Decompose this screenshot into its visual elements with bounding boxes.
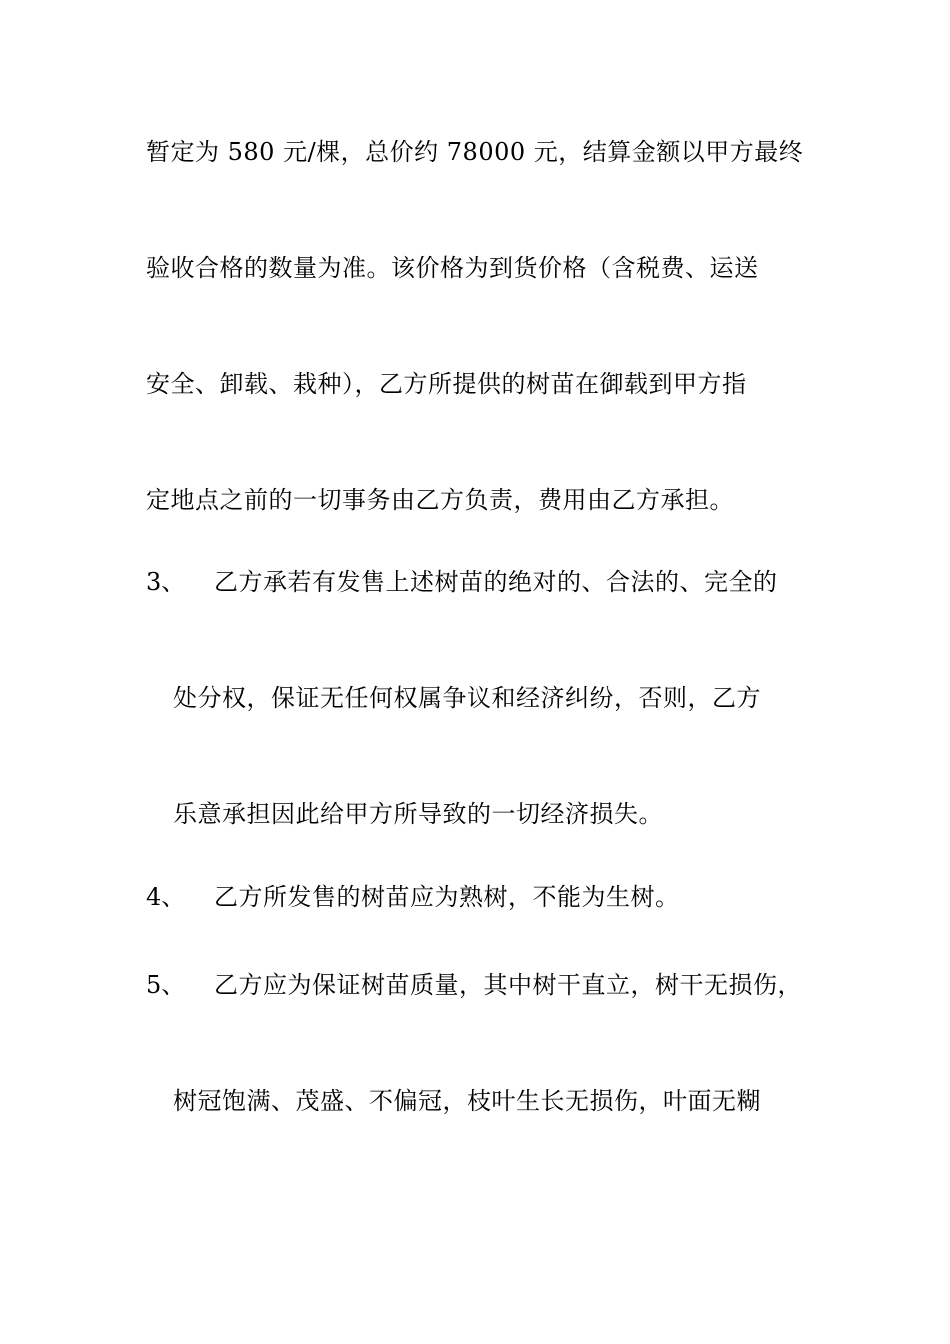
list-item-3-line-2: 处分权，保证无任何权属争议和经济纠纷，否则，乙方	[173, 684, 761, 712]
list-item-5-line-2: 树冠饱满、茂盛、不偏冠，枝叶生长无损伤，叶面无糊	[173, 1087, 761, 1115]
paragraph-line-2: 验收合格的数量为准。该价格为到货价格（含税费、运送	[146, 254, 759, 282]
list-item-number-3: 3、	[146, 568, 186, 596]
list-item-number-4: 4、	[146, 883, 186, 911]
list-item-4-line-1: 乙方所发售的树苗应为熟树，不能为生树。	[214, 883, 680, 911]
paragraph-line-1: 暂定为 580 元/棵，总价约 78000 元，结算金额以甲方最终	[146, 138, 804, 166]
list-item-5-line-1: 乙方应为保证树苗质量，其中树干直立，树干无损伤，	[214, 971, 802, 999]
list-item-3-line-1: 乙方承若有发售上述树苗的绝对的、合法的、完全的	[214, 568, 778, 596]
paragraph-line-3: 安全、卸载、栽种），乙方所提供的树苗在御载到甲方指	[146, 370, 747, 398]
paragraph-line-4: 定地点之前的一切事务由乙方负责，费用由乙方承担。	[146, 486, 734, 514]
list-item-number-5: 5、	[146, 971, 186, 999]
list-item-3-line-3: 乐意承担因此给甲方所导致的一切经济损失。	[173, 800, 663, 828]
